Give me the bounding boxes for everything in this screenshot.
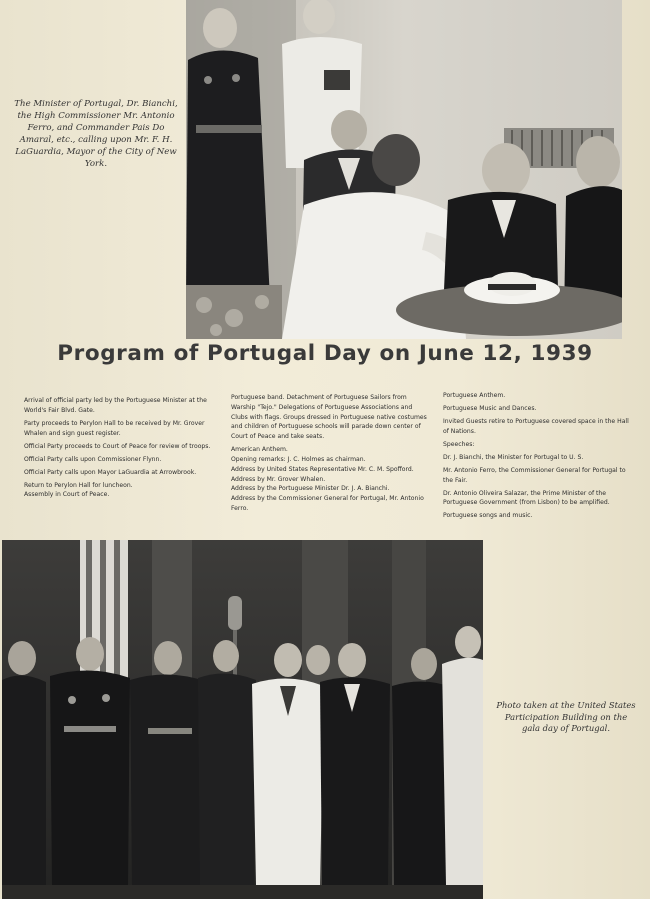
program-column-1 [24, 396, 216, 503]
program-item: Address by the Portuguese Minister Dr. J. A. Bianchi. [231, 485, 390, 493]
program-item: Arrival of official party led by the Portuguese Minister at the World's Fair Blvd. Gate. [24, 397, 207, 414]
program-item: Portuguese Music and Dances. [443, 404, 537, 412]
program-item: Portuguese Anthem. [443, 392, 506, 399]
bottom-photo-caption: Photo taken at the United States Participation Building on the gala day of Portugal. [496, 700, 636, 733]
program-item: Portuguese band. Detachment of Portuguese Sailors from Warship "Tejo." Delegations of Portuguese Associations and Clubs with flags. Groups dressed in Portuguese native costumes and children of Portuguese schools will parade down center of Court of Peace and take seats. [231, 394, 427, 441]
program-item: Official Party proceeds to Court of Peace for review of troops. [24, 442, 211, 450]
top-photo-caption: The Minister of Portugal, Dr. Bianchi, the High Commissioner Mr. Antonio Ferro, and Commander Pais Do Amaral, etc., calling upon Mr. F. H. LaGuardia, Mayor of the City of New York. [14, 99, 178, 169]
program-item: Dr. Antonio Oliveira Salazar, the Prime Minister of the Portuguese Government (from Lisbon) to be amplified. [443, 489, 610, 507]
program-item: Dr. J. Bianchi, the Minister for Portugal to U. S. [443, 453, 584, 461]
page-title: Program of Portugal Day on June 12, 1939 [57, 341, 593, 366]
program-item: Invited Guests retire to Portuguese covered space in the Hall of Nations. [443, 417, 629, 435]
program-column-2 [231, 393, 427, 514]
program-item: Address by the Commissioner General for Portugal, Mr. Antonio Ferro. [231, 495, 424, 512]
photo-officials-meeting-mayor [186, 0, 622, 339]
program-item: Assembly in Court of Peace. [24, 491, 110, 499]
program-item: Party proceeds to Perylon Hall to be received by Mr. Grover Whalen and sign guest register. [24, 419, 205, 437]
program-item: Official Party calls upon Mayor LaGuardia at Arrowbrook. [24, 468, 197, 476]
program-column-3 [443, 391, 635, 524]
program-item: Mr. Antonio Ferro, the Commissioner General for Portugal to the Fair. [443, 466, 626, 484]
program-item: Address by United States Representative Mr. C. M. Spofford. [231, 465, 414, 473]
program-item: Portuguese songs and music. [443, 512, 533, 520]
program-item: Return to Perylon Hall for luncheon. [24, 481, 133, 489]
program-item: American Anthem. [231, 446, 288, 454]
photo-group-image [2, 540, 483, 899]
program-item: Speeches: [443, 440, 475, 448]
program-item: Official Party calls upon Commissioner Flynn. [24, 455, 162, 463]
program-item: Opening remarks: J. C. Holmes as chairman. [231, 455, 366, 463]
photo-group-us-participation-building [2, 540, 483, 899]
photo-officials-meeting-mayor-image [186, 0, 622, 339]
program-item: Address by Mr. Grover Whalen. [231, 475, 326, 483]
